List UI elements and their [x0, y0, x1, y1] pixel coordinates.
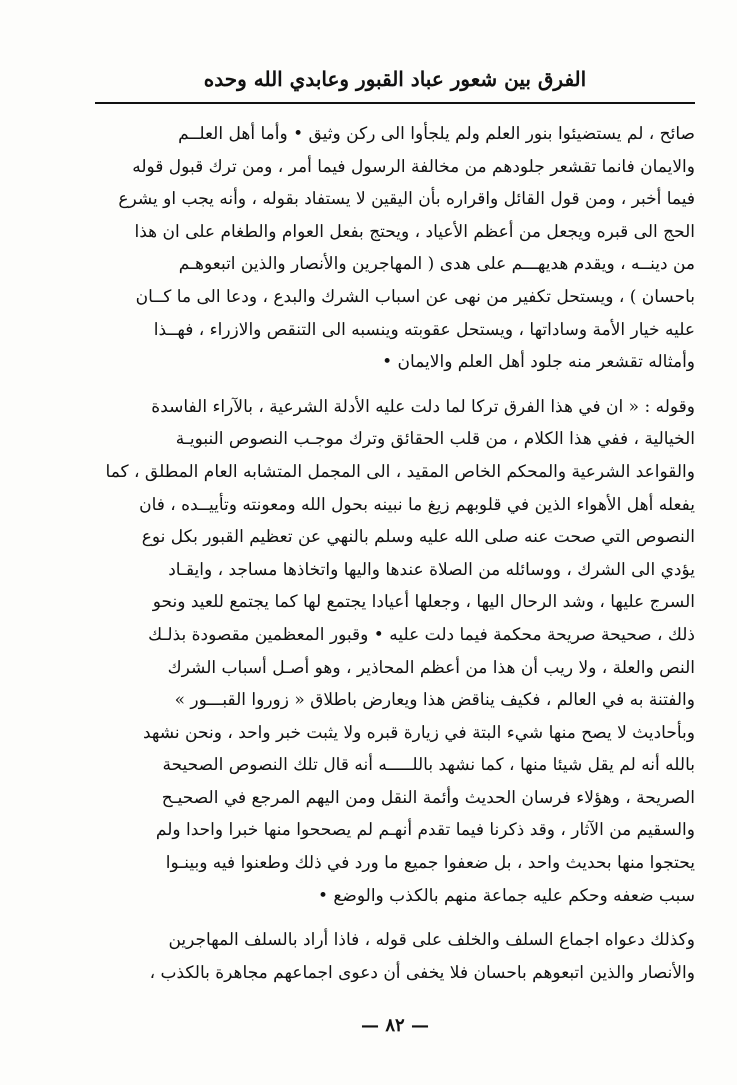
text-line: الحج الى قبره ويجعل من أعظم الأعياد ، ويحتج بفعل العوام والطغام على ان هذا — [134, 221, 695, 242]
text-line: السرج عليها ، وشد الرحال اليها ، وجعلها أعيادا يجتمع لها كما يجتمع للعيد ونحو — [152, 592, 695, 613]
text-line: يؤدي الى الشرك ، ووسائله من الصلاة عندها واليها واتخاذها مساجد ، وايقـاد — [168, 559, 695, 580]
text-line: ذلك ، صحيحة صريحة محكمة فيما دلت عليه • وقبور المعظمين مقصودة بذلـك — [148, 624, 695, 645]
text-line: النصوص التي صحت عنه صلى الله عليه وسلم بالنهي عن تعظيم القبور بكل نوع — [141, 527, 695, 548]
text-line: صائح ، لم يستضيئوا بنور العلم ولم يلجأوا الى ركن وثيق • وأما أهل العلــم — [178, 124, 695, 144]
text-line: والقواعد الشرعية والمحكم الخاص المقيد ، الى المجمل المتشابه العام المطلق ، كما — [105, 461, 695, 482]
header-divider — [95, 102, 695, 104]
text-line: سبب ضعفه وحكم عليه جماعة منهم بالكذب والوضع • — [317, 885, 695, 906]
text-line: وأمثاله تقشعر منه جلود أهل العلم والايمان • — [382, 352, 695, 373]
text-line: من دينــه ، ويقدم هديهـــم على هدى ( المهاجرين والأنصار والذين اتبعوهـم — [178, 254, 695, 275]
text-line: عليه خيار الأمة وساداتها ، ويستحل عقوبته وينسبه الى التنقص والازراء ، فهــذا — [153, 319, 695, 340]
text-line: والأنصار والذين اتبعوهم باحسان فلا يخفى أن دعوى اجماعهم مجاهرة بالكذب ، — [149, 962, 695, 983]
body-text — [95, 118, 695, 989]
text-line: الخيالية ، ففي هذا الكلام ، من قلب الحقائق وترك موجـب النصوص النبويـة — [175, 429, 695, 450]
paragraph-2 — [95, 391, 695, 913]
text-line: فيما أخبر ، ومن قول القائل واقراره بأن اليقين لا يستفاد بقوله ، وأنه يجب او يشرع — [118, 189, 695, 210]
text-line: النص والعلة ، ولا ريب أن هذا من أعظم المحاذير ، وهو أصـل أسباب الشرك — [167, 657, 695, 678]
text-line: يفعله أهل الأهواء الذين في قلوبهم زيغ ما نبينه بحول الله ومعونته وتأييــده ، فان — [139, 494, 695, 515]
page-number: — ٨٢ — — [361, 1015, 429, 1036]
text-line: باحسان ) ، ويستحل تكفير من نهى عن اسباب الشرك والبدع ، ودعا الى ما كــان — [135, 286, 695, 307]
text-line: الصريحة ، وهؤلاء فرسان الحديث وأئمة النقل ومن اليهم المرجع في الصحيـح — [161, 787, 695, 808]
text-line: وكذلك دعواه اجماع السلف والخلف على قوله ، فاذا أراد بالسلف المهاجرين — [168, 930, 695, 951]
text-line: والايمان فانما تقشعر جلودهم من مخالفة الرسول فيما أمر ، ومن ترك قبول قوله — [132, 156, 695, 177]
text-line: وبأحاديث لا يصح منها شيء البتة في زيارة قبره ولا يثبت خبر واحد ، ونحن نشهد — [143, 722, 695, 743]
text-line: وقوله : « ان في هذا الفرق تركا لما دلت عليه الأدلة الشرعية ، بالآراء الفاسدة — [151, 396, 695, 417]
paragraph-3 — [95, 924, 695, 989]
text-line: يحتجوا منها بحديث واحد ، بل ضعفوا جميع ما ورد في ذلك وطعنوا فيه وبينـوا — [165, 853, 695, 874]
text-line: بالله أنه لم يقل شيئا منها ، كما نشهد باللـــــه أنه قال تلك النصوص الصحيحة — [162, 755, 695, 776]
text-line: والفتنة به في العالم ، فكيف يناقض هذا ويعارض باطلاق « زوروا القبـــور » — [174, 690, 695, 711]
text-line: والسقيم من الآثار ، وقد ذكرنا فيما تقدم أنهـم لم يصححوا منها خبرا واحدا ولم — [155, 820, 695, 841]
page-header-title: الفرق بين شعور عباد القبور وعابدي الله وحده — [203, 67, 587, 91]
paragraph-1 — [95, 118, 695, 379]
